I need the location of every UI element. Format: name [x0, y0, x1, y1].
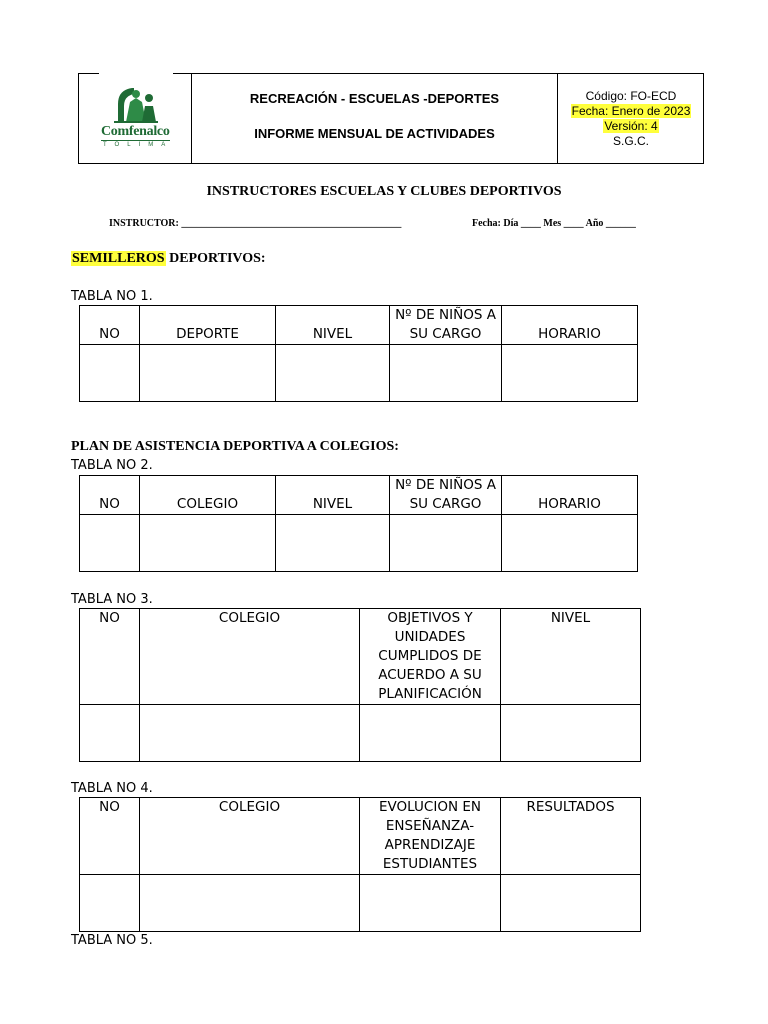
table4 — [79, 797, 641, 932]
table3-cell[interactable] — [80, 705, 140, 762]
doc-date: Fecha: Enero de 2023 — [571, 104, 691, 118]
date-field[interactable]: Fecha: Día ____ Mes ____ Año ______ — [472, 218, 636, 229]
section-semilleros-rest: DEPORTIVOS: — [165, 251, 266, 266]
comfenalco-logo-icon — [112, 84, 160, 124]
document-title: INSTRUCTORES ESCUELAS Y CLUBES DEPORTIVOS — [206, 184, 562, 199]
logo-cell — [79, 74, 192, 163]
table1-header-cell: HORARIO — [502, 306, 638, 345]
section-semilleros — [71, 251, 266, 267]
table2-header-cell: NIVEL — [276, 476, 390, 515]
table2-header-cell: COLEGIO — [140, 476, 276, 515]
table2-cell[interactable] — [80, 515, 140, 572]
table1-header-row — [80, 306, 638, 345]
table1-cell[interactable] — [276, 345, 390, 402]
doc-code: Código: FO-ECD — [585, 89, 677, 103]
section-plan-asistencia: PLAN DE ASISTENCIA DEPORTIVA A COLEGIOS: — [71, 439, 399, 454]
table2-header-cell: Nº DE NIÑOS A SU CARGO — [390, 476, 502, 515]
table2-header-row — [80, 476, 638, 515]
table1-cell[interactable] — [390, 345, 502, 402]
table3-cell[interactable] — [140, 705, 360, 762]
table2-cell[interactable] — [502, 515, 638, 572]
table1-header-cell: Nº DE NIÑOS A SU CARGO — [390, 306, 502, 345]
table5-caption: TABLA NO 5. — [71, 933, 153, 948]
table3-header-cell: NO — [80, 609, 140, 705]
table3-header-cell: COLEGIO — [140, 609, 360, 705]
logo-subtext: TOLIMA — [103, 142, 174, 148]
table4-cell[interactable] — [80, 875, 140, 932]
table1-header-cell: DEPORTE — [140, 306, 276, 345]
table1 — [79, 305, 638, 402]
table4-header-cell: NO — [80, 798, 140, 875]
header-title-line1: RECREACIÓN - ESCUELAS -DEPORTES — [249, 91, 500, 106]
table2-header-cell: HORARIO — [502, 476, 638, 515]
table1-caption: TABLA NO 1. — [71, 289, 153, 304]
logo-divider — [101, 140, 170, 141]
table3-cell[interactable] — [501, 705, 641, 762]
table4-header-cell: RESULTADOS — [501, 798, 641, 875]
table4-cell[interactable] — [140, 875, 360, 932]
table1-row — [80, 345, 638, 402]
doc-control-cell — [557, 74, 704, 163]
table3-caption: TABLA NO 3. — [71, 592, 153, 607]
table1-header-cell: NIVEL — [276, 306, 390, 345]
table2 — [79, 475, 638, 572]
table3-header-cell: NIVEL — [501, 609, 641, 705]
table3 — [79, 608, 641, 762]
table3-header-cell: OBJETIVOS Y UNIDADES CUMPLIDOS DE ACUERDO A SU PLANIFICACIÓN — [360, 609, 501, 705]
doc-version: Versión: 4 — [604, 119, 658, 133]
table1-cell[interactable] — [502, 345, 638, 402]
table4-row — [80, 875, 641, 932]
table1-cell[interactable] — [140, 345, 276, 402]
doc-sgc: S.G.C. — [612, 134, 649, 148]
table4-cell[interactable] — [360, 875, 501, 932]
table2-cell[interactable] — [276, 515, 390, 572]
table3-row — [80, 705, 641, 762]
table4-header-cell: COLEGIO — [140, 798, 360, 875]
table2-row — [80, 515, 638, 572]
table1-cell[interactable] — [80, 345, 140, 402]
header-title-line2: INFORME MENSUAL DE ACTIVIDADES — [254, 126, 495, 141]
document-header — [78, 73, 704, 164]
table4-cell[interactable] — [501, 875, 641, 932]
table1-header-cell: NO — [80, 306, 140, 345]
table3-header-row — [80, 609, 641, 705]
table2-cell[interactable] — [140, 515, 276, 572]
table2-cell[interactable] — [390, 515, 502, 572]
table4-caption: TABLA NO 4. — [71, 781, 153, 796]
table4-header-cell: EVOLUCION EN ENSEÑANZA-APRENDIZAJE ESTUDIANTES — [360, 798, 501, 875]
logo-text: Comfenalco — [101, 124, 170, 139]
table3-cell[interactable] — [360, 705, 501, 762]
table4-header-row — [80, 798, 641, 875]
table2-caption: TABLA NO 2. — [71, 458, 153, 473]
section-semilleros-highlight: SEMILLEROS — [72, 251, 165, 266]
table2-header-cell: NO — [80, 476, 140, 515]
instructor-field[interactable]: INSTRUCTOR: ____________________________________________ — [109, 218, 402, 229]
